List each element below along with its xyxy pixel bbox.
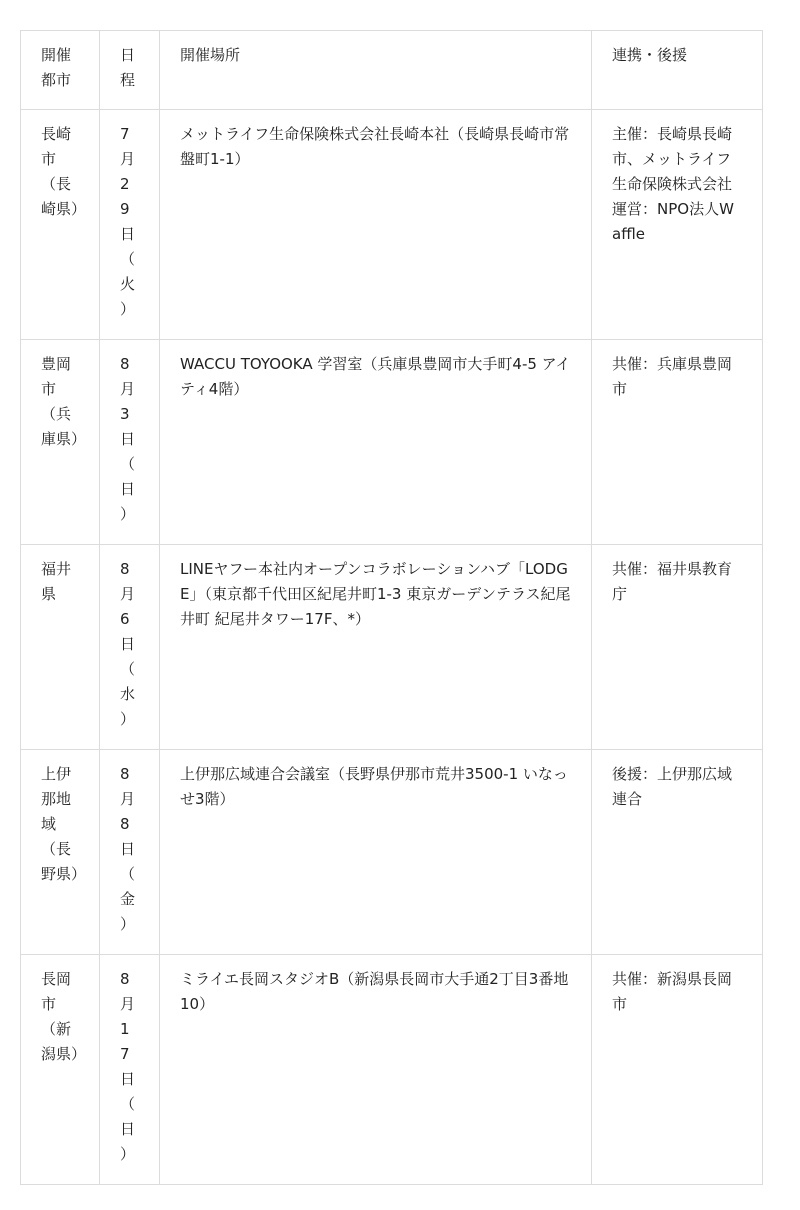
cell-venue: LINEヤフー本社内オープンコラボレーションハブ「LODGE」（東京都千代田区紀尾井町1-3 東京ガーデンテラス紀尾井町 紀尾井タワー17F、*） [160,545,592,750]
cell-partner: 主催：長崎県長崎市、メットライフ生命保険株式会社 運営：NPO法人Waffle [592,110,763,340]
cell-date: 7月29日（火） [100,110,160,340]
header-partner: 連携・後援 [592,31,763,110]
cell-date: 8月17日（日） [100,955,160,1185]
cell-date: 8月3日（日） [100,340,160,545]
cell-city: 豊岡市（兵庫県） [21,340,100,545]
cell-city: 福井県 [21,545,100,750]
cell-venue: 上伊那広域連合会議室（長野県伊那市荒井3500-1 いなっせ3階） [160,750,592,955]
cell-date: 8月6日（水） [100,545,160,750]
table-header-row [21,31,763,110]
table-row [21,750,763,955]
cell-venue: ミライエ長岡スタジオB（新潟県長岡市大手通2丁目3番地10） [160,955,592,1185]
cell-partner: 共催：福井県教育庁 [592,545,763,750]
cell-city: 上伊那地域（長野県） [21,750,100,955]
cell-city: 長崎市（長崎県） [21,110,100,340]
cell-date: 8月8日（金） [100,750,160,955]
cell-venue: WACCU TOYOOKA 学習室（兵庫県豊岡市大手町4-5 アイティ4階） [160,340,592,545]
table-row [21,110,763,340]
table-row [21,340,763,545]
header-date: 日程 [100,31,160,110]
events-table [20,30,763,1185]
cell-partner: 共催：兵庫県豊岡市 [592,340,763,545]
header-city: 開催都市 [21,31,100,110]
table-row [21,955,763,1185]
cell-city: 長岡市（新潟県） [21,955,100,1185]
cell-partner: 共催：新潟県長岡市 [592,955,763,1185]
table-row [21,545,763,750]
header-venue: 開催場所 [160,31,592,110]
cell-partner: 後援：上伊那広域連合 [592,750,763,955]
cell-venue: メットライフ生命保険株式会社長崎本社（長崎県長崎市常盤町1-1） [160,110,592,340]
